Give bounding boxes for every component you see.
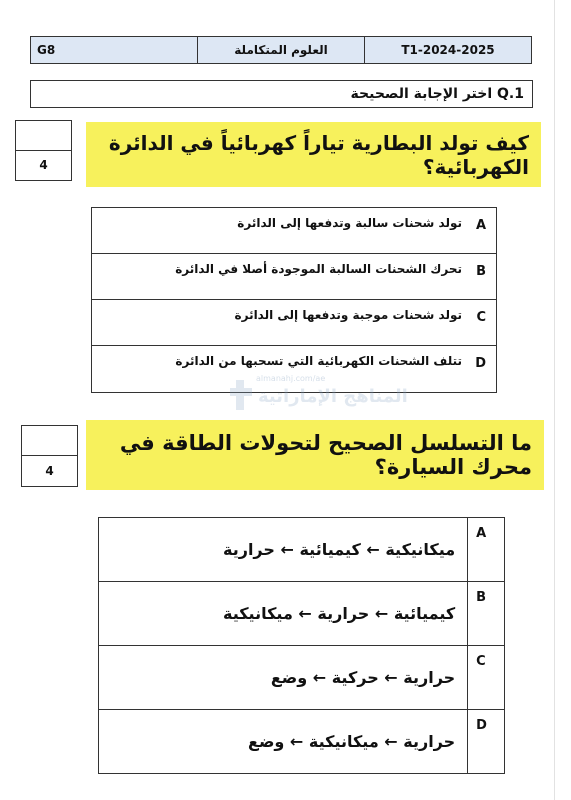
- option-letter: C: [476, 310, 486, 325]
- option-row[interactable]: [99, 518, 467, 582]
- marks-score-field[interactable]: [16, 121, 71, 151]
- option-letter-column: [468, 518, 504, 773]
- header-subject: العلوم المتكاملة: [198, 37, 365, 63]
- option-letter-cell[interactable]: [468, 582, 504, 646]
- header-table: [30, 36, 532, 64]
- option-letter: C: [476, 654, 486, 669]
- section-instruction: [30, 80, 533, 108]
- header-term: T1-2024-2025: [401, 43, 495, 57]
- page-edge: [554, 0, 555, 800]
- option-letter-cell[interactable]: [468, 518, 504, 582]
- option-letter-cell[interactable]: [468, 710, 504, 775]
- watermark: [228, 370, 408, 420]
- header-grade: G8: [31, 37, 198, 63]
- option-letter: A: [475, 218, 486, 233]
- watermark-logo-icon: [228, 374, 258, 414]
- option-text: تحرك الشحنات السالبة الموجودة أصلا في الدائرة: [175, 262, 462, 276]
- marks-value: 4: [45, 464, 54, 478]
- marks-value: 4: [39, 158, 48, 173]
- option-row[interactable]: [99, 710, 467, 775]
- section-label: Q.1 اختر الإجابة الصحيحة: [350, 86, 524, 102]
- option-letter: D: [476, 718, 487, 733]
- option-row[interactable]: [99, 646, 467, 710]
- option-text: تولد شحنات موجبة وتدفعها إلى الدائرة: [234, 308, 462, 322]
- option-row[interactable]: [92, 208, 496, 254]
- option-row[interactable]: [99, 582, 467, 646]
- question-1-options: [91, 207, 497, 393]
- option-letter: B: [476, 590, 487, 605]
- option-text: حرارية ← حركية ← وضع: [270, 668, 456, 687]
- option-text: تتلف الشحنات الكهربائية التي تسحبها من الدائرة: [175, 354, 462, 368]
- option-row[interactable]: [92, 254, 496, 300]
- marks-score-field[interactable]: [22, 426, 77, 456]
- marks-box-q1: [15, 120, 72, 181]
- marks-box-q2: [21, 425, 78, 487]
- option-text: كيميائية ← حرارية ← ميكانيكية: [223, 604, 456, 623]
- option-letter: A: [476, 526, 487, 541]
- option-text: حرارية ← ميكانيكية ← وضع: [248, 732, 456, 751]
- option-text: تولد شحنات سالبة وتدفعها إلى الدائرة: [237, 216, 462, 230]
- question-1-text: كيف تولد البطارية تياراً كهربائياً في الدائرة الكهربائية؟: [86, 122, 541, 187]
- option-letter: D: [475, 356, 486, 371]
- question-2-options: [98, 517, 505, 774]
- option-letter: B: [476, 264, 486, 279]
- option-text-column: [99, 518, 468, 773]
- watermark-name: المناهج الإماراتية: [258, 386, 408, 407]
- option-text: ميكانيكية ← كيميائية ← حرارية: [223, 540, 456, 559]
- option-letter-cell[interactable]: [468, 646, 504, 710]
- watermark-url: almanahj.com/ae: [256, 374, 326, 383]
- option-row[interactable]: [92, 300, 496, 346]
- question-2-text: ما التسلسل الصحيح لتحولات الطاقة في محرك السيارة؟: [86, 420, 544, 490]
